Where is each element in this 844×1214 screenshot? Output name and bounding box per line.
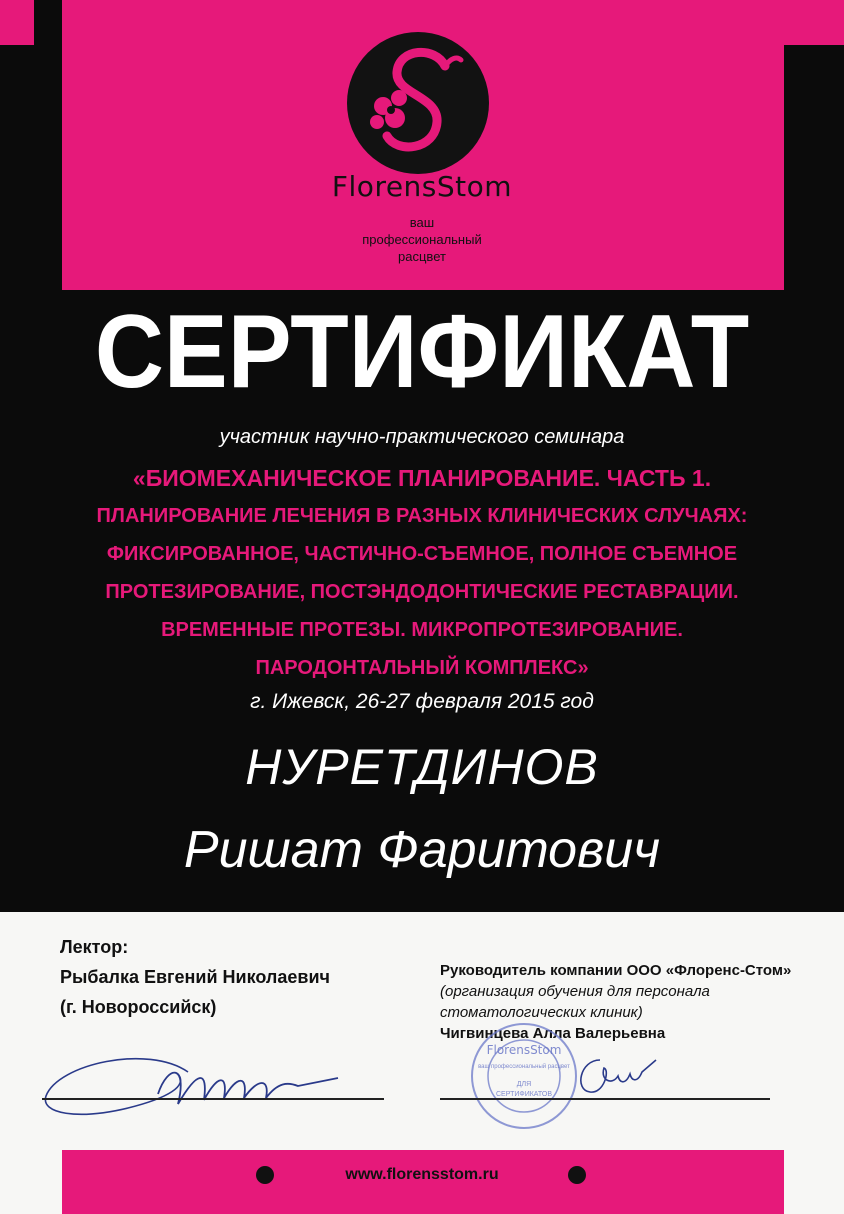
recipient-given-names: Ришат Фаритович [183, 821, 661, 879]
lecturer-label: Лектор: [60, 937, 129, 957]
brand-tagline [342, 214, 502, 265]
seminar-line: ВРЕМЕННЫЕ ПРОТЕЗЫ. МИКРОПРОТЕЗИРОВАНИЕ. [161, 619, 683, 641]
stamp-center-line: СЕРТИФИКАТОВ [495, 1091, 553, 1098]
recipient-surname: НУРЕТДИНОВ [245, 739, 599, 795]
place-and-date: г. Ижевск, 26-27 февраля 2015 год [250, 690, 594, 713]
director-signature-line [440, 1098, 770, 1100]
stamp-brand: FlorensStom [486, 1043, 562, 1057]
lecturer-name: Рыбалка Евгений Николаевич [60, 967, 330, 987]
pink-corner-right [784, 0, 844, 45]
seminar-line: «БИОМЕХАНИЧЕСКОЕ ПЛАНИРОВАНИЕ. ЧАСТЬ 1. [132, 465, 712, 491]
website-link[interactable]: www.florensstom.ru [345, 1166, 499, 1183]
brand-name: FlorensStom [331, 170, 513, 203]
lecturer-signature-icon [38, 1034, 358, 1124]
tagline-line: ваш [409, 215, 435, 230]
lecturer-block [60, 932, 330, 1022]
stamp-tagline: ваш профессиональный расцвет [478, 1064, 570, 1070]
tagline-line: профессиональный [362, 232, 482, 247]
director-signature-icon [560, 1050, 670, 1100]
seminar-line: ФИКСИРОВАННОЕ, ЧАСТИЧНО-СЪЕМНОЕ, ПОЛНОЕ СЪЕМНОЕ [106, 543, 738, 565]
director-name: Чигвинцева Алла Валерьевна [440, 1025, 666, 1042]
florensstom-logo-icon [347, 32, 489, 174]
director-note: стоматологических клиник) [440, 1004, 643, 1021]
seminar-line: ПАРОДОНТАЛЬНЫЙ КОМПЛЕКС» [255, 657, 589, 679]
seminar-line: ПРОТЕЗИРОВАНИЕ, ПОСТЭНДОДОНТИЧЕСКИЕ РЕСТАВРАЦИИ. [105, 581, 739, 603]
director-note: (организация обучения для персонала [440, 983, 710, 1000]
certificate-title: СЕРТИФИКАТ [94, 294, 750, 410]
tagline-line: расцвет [398, 249, 446, 264]
lecturer-signature-line [42, 1098, 384, 1100]
director-title: Руководитель компании ООО «Флоренс-Стом» [440, 962, 792, 979]
pink-corner-left [0, 0, 34, 45]
seminar-line: ПЛАНИРОВАНИЕ ЛЕЧЕНИЯ В РАЗНЫХ КЛИНИЧЕСКИХ СЛУЧАЯХ: [96, 505, 748, 527]
participant-intro: участник научно-практического семинара [219, 426, 625, 448]
seminar-title [40, 459, 804, 687]
stamp-center-line: ДЛЯ [516, 1081, 532, 1088]
lecturer-city: (г. Новороссийск) [60, 997, 217, 1017]
logo-flower-s-icon [347, 32, 489, 174]
